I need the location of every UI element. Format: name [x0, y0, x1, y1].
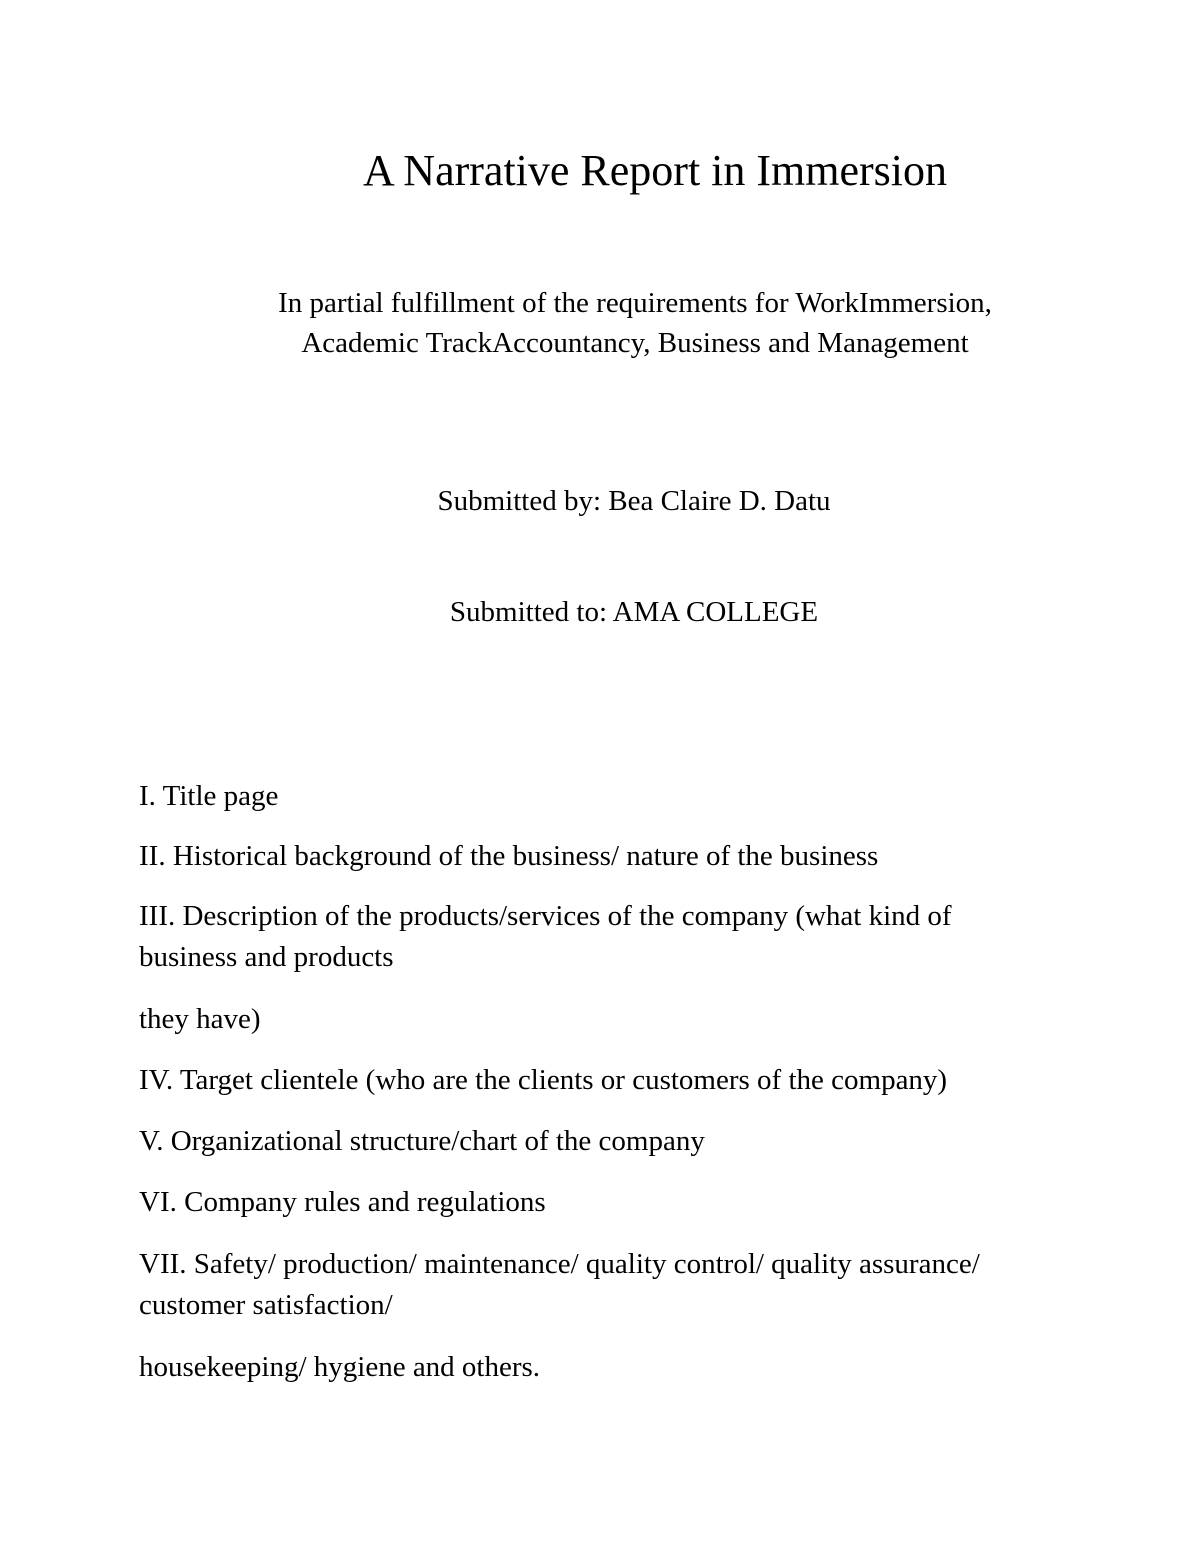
toc-item-7-line-3: housekeeping/ hygiene and others.: [139, 1351, 541, 1383]
toc-item-7-line-1: VII. Safety/ production/ maintenance/ quality control/ quality assurance/: [139, 1248, 980, 1280]
subtitle-line-1: In partial fulfillment of the requirements for WorkImmersion,: [278, 287, 992, 319]
submitted-by: Submitted by: Bea Claire D. Datu: [437, 485, 831, 517]
toc-item-2: II. Historical background of the business/ nature of the business: [139, 840, 879, 872]
toc-item-1: I. Title page: [139, 780, 279, 812]
toc-item-3-line-2: business and products: [139, 941, 394, 973]
submitted-to: Submitted to: AMA COLLEGE: [449, 596, 819, 628]
toc-item-3-line-3: they have): [139, 1003, 261, 1035]
toc-item-4: IV. Target clientele (who are the clients or customers of the company): [139, 1064, 948, 1096]
toc-item-3-line-1: III. Description of the products/services of the company (what kind of: [139, 900, 952, 932]
document-title: A Narrative Report in Immersion: [362, 146, 948, 195]
document-subtitle: [0, 283, 1200, 363]
toc-item-5: V. Organizational structure/chart of the company: [139, 1125, 705, 1157]
toc-item-6: VI. Company rules and regulations: [139, 1186, 546, 1218]
toc-item-7-line-2: customer satisfaction/: [139, 1289, 393, 1321]
subtitle-line-2: Academic TrackAccountancy, Business and Management: [301, 327, 969, 359]
